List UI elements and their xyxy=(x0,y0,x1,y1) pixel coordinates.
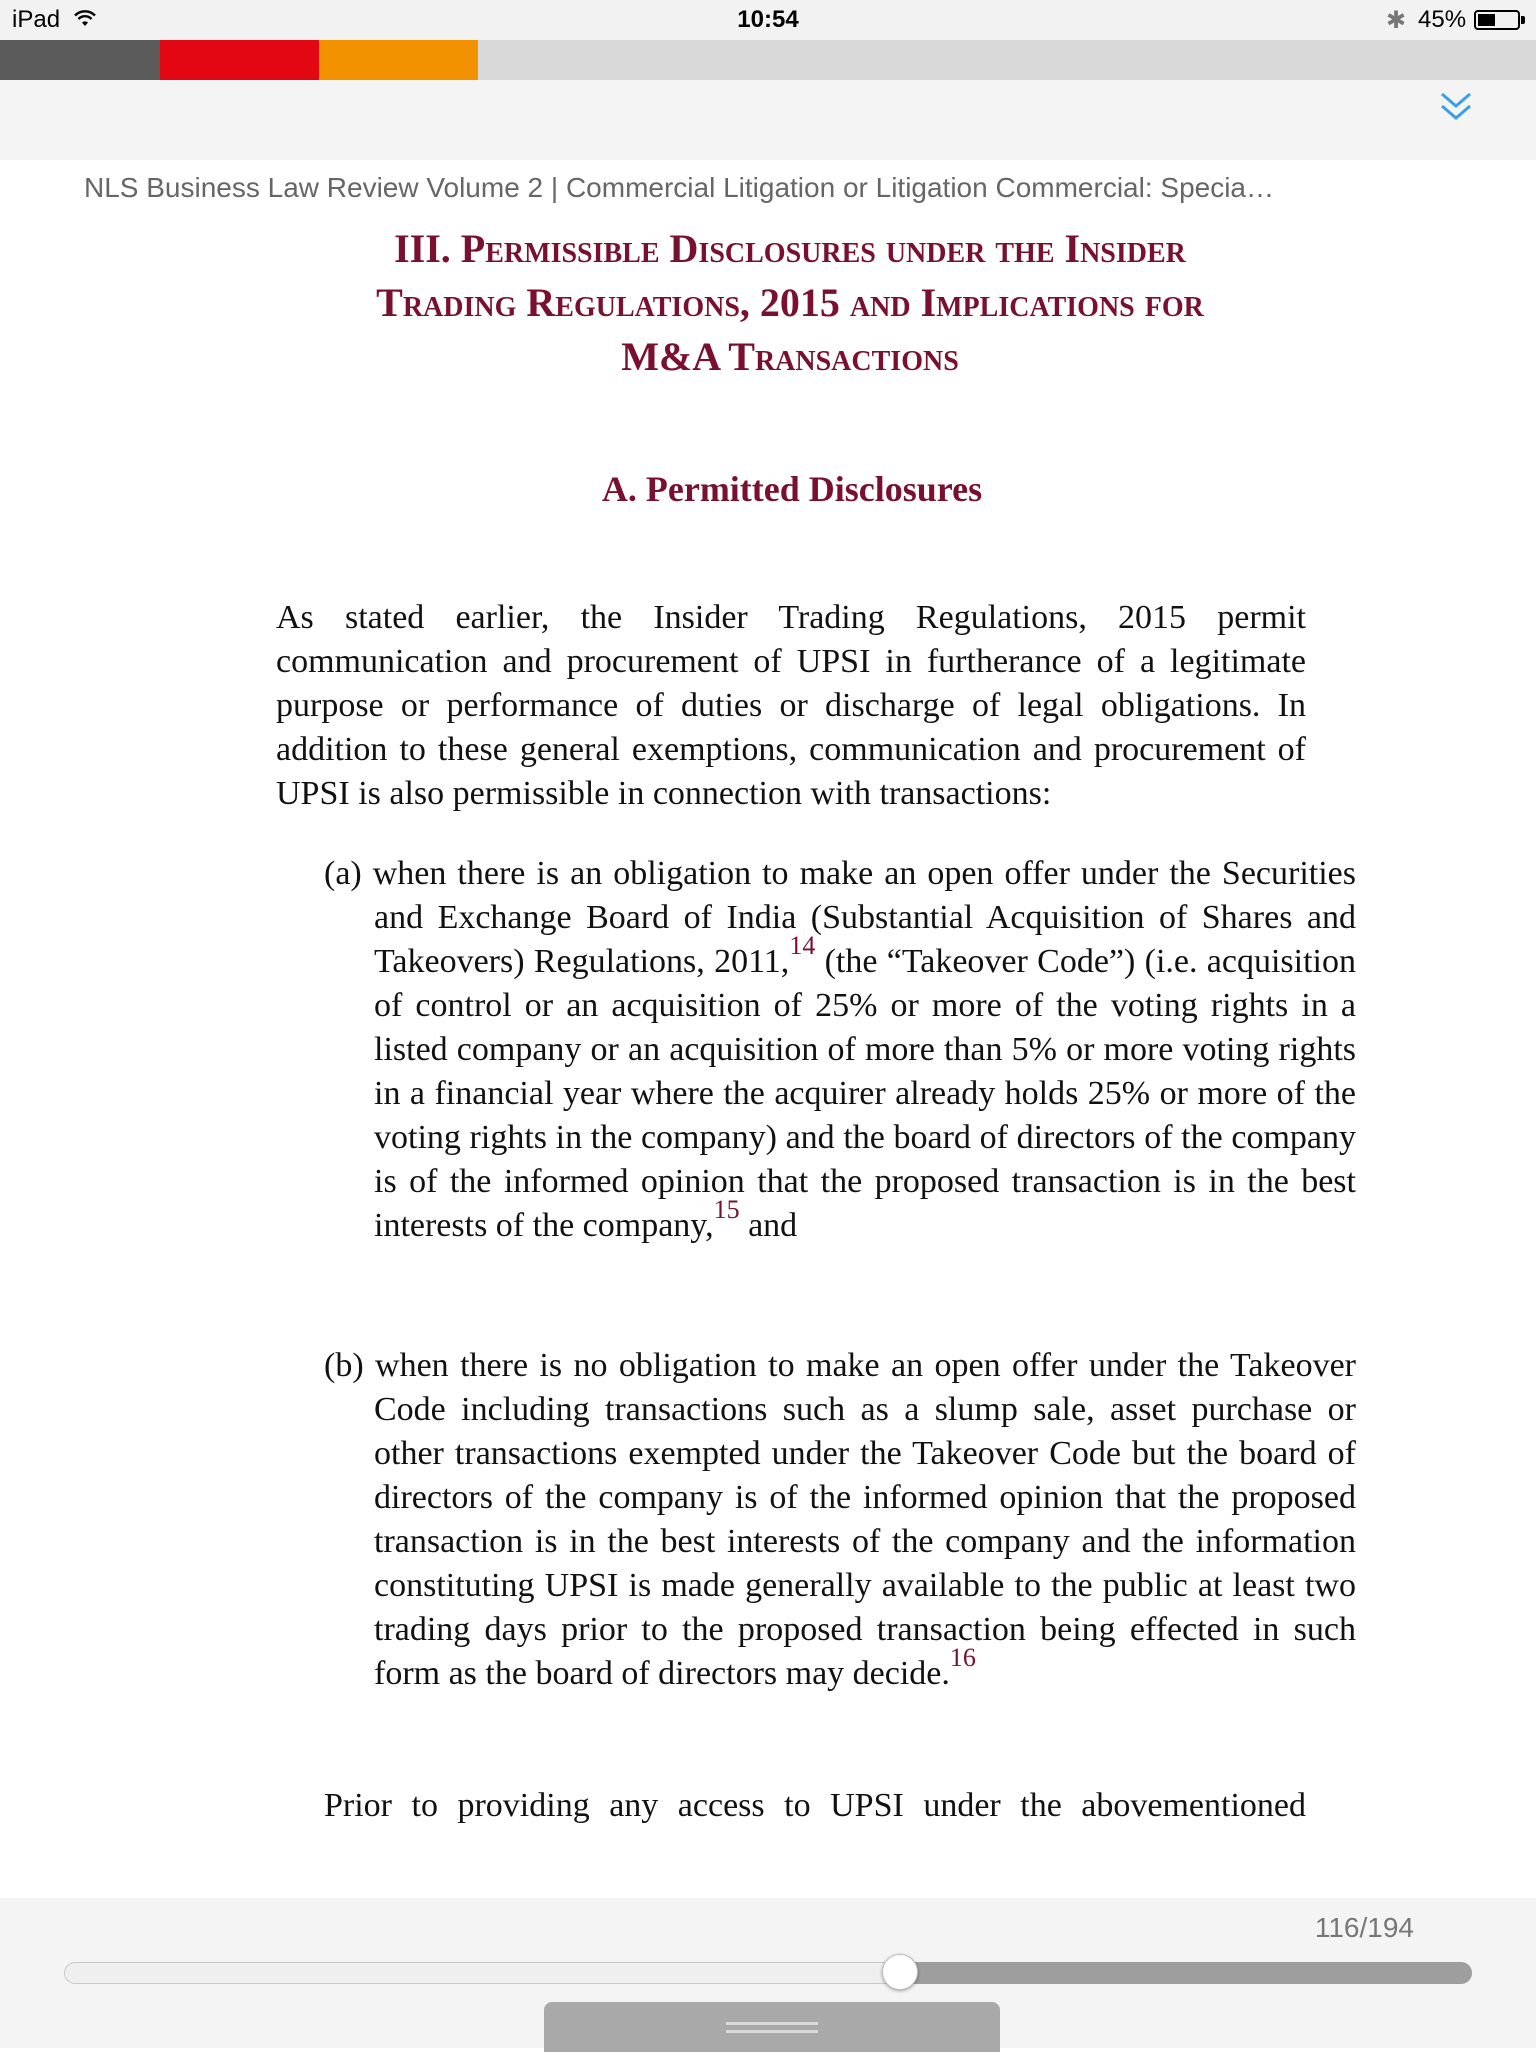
paragraph-2: Prior to providing any access to UPSI under the abovementioned xyxy=(324,1787,1306,1824)
progress-segment-3 xyxy=(319,40,478,80)
battery-percent: 45% xyxy=(1418,6,1467,33)
item-a-text-2: (the “Takeover Code”) (i.e. acquisition of control or an acquisition of 25% or more of the voting rights in a listed company or an acquisition of more than 5% or more voting rights in a financial year where the acquirer already holds 25% or more of the voting rights in the company) and the board of directors of the company is of the informed opinion that the proposed transaction is in the best interests of the company, xyxy=(374,943,1356,1244)
footnote-link-16[interactable]: 16 xyxy=(949,1642,976,1672)
grip-line-1 xyxy=(726,2022,818,2025)
reader-toolbar xyxy=(0,80,1536,160)
progress-segment-1 xyxy=(0,40,160,80)
device-name: iPad xyxy=(12,6,61,33)
item-a-text-1: (a) when there is an obligation to make an open offer under the Securities and Exchange Board of India (Substantial Acquisition of Shares and Takeovers) Regulations, 2011, xyxy=(324,855,1356,980)
battery-tip xyxy=(1521,16,1525,24)
bottom-drawer-handle[interactable] xyxy=(544,2002,1000,2052)
section-title xyxy=(230,222,1350,384)
item-b-text: (b) when there is no obligation to make an open offer under the Takeover Code including transactions such as a slump sale, asset purchase or other transactions exempted under the Takeover Code but the board of directors of the company is of the informed opinion that the proposed transaction is in the best interests of the company and the information constituting UPSI is made generally available to the public at least two trading days prior to the proposed transaction being effected in such form as the board of directors may decide. xyxy=(324,1347,1356,1692)
running-head: NLS Business Law Review Volume 2 | Commercial Litigation or Litigation Commercial: Specia… xyxy=(84,172,1274,203)
section-title-line-3: M&A Transactions xyxy=(621,334,959,379)
subheading: A. Permitted Disclosures xyxy=(601,469,983,509)
page-slider-remaining xyxy=(900,1962,1472,1984)
clock: 10:54 xyxy=(737,6,799,33)
double-chevron-down-icon[interactable] xyxy=(1436,88,1476,128)
item-a-text-3: and xyxy=(739,1207,798,1244)
list-item-b xyxy=(324,1344,1356,1696)
paragraph-1: As stated earlier, the Insider Trading Regulations, 2015 permit communication and procurement of UPSI in furtherance of a legitimate purpose or performance of duties or discharge of legal obligations. In addition to these general exemptions, communication and procurement of UPSI is also permissible in connection with transactions: xyxy=(276,599,1306,812)
status-bar xyxy=(0,0,1536,40)
grip-line-2 xyxy=(726,2030,818,2033)
page-indicator: 116/194 xyxy=(1314,1912,1414,1943)
section-title-line-2: Trading Regulations, 2015 and Implications for xyxy=(376,280,1204,325)
list-item-a xyxy=(324,852,1356,1248)
progress-segment-2 xyxy=(160,40,319,80)
footnote-link-15[interactable]: 15 xyxy=(713,1194,740,1224)
battery-icon xyxy=(1474,10,1520,30)
reading-progress-bar xyxy=(0,40,1536,80)
section-title-line-1: III. Permissible Disclosures under the Insider xyxy=(394,226,1186,271)
bluetooth-icon: ✱ xyxy=(1386,7,1407,34)
page-slider-thumb[interactable] xyxy=(882,1954,918,1990)
footnote-link-14[interactable]: 14 xyxy=(789,930,816,960)
